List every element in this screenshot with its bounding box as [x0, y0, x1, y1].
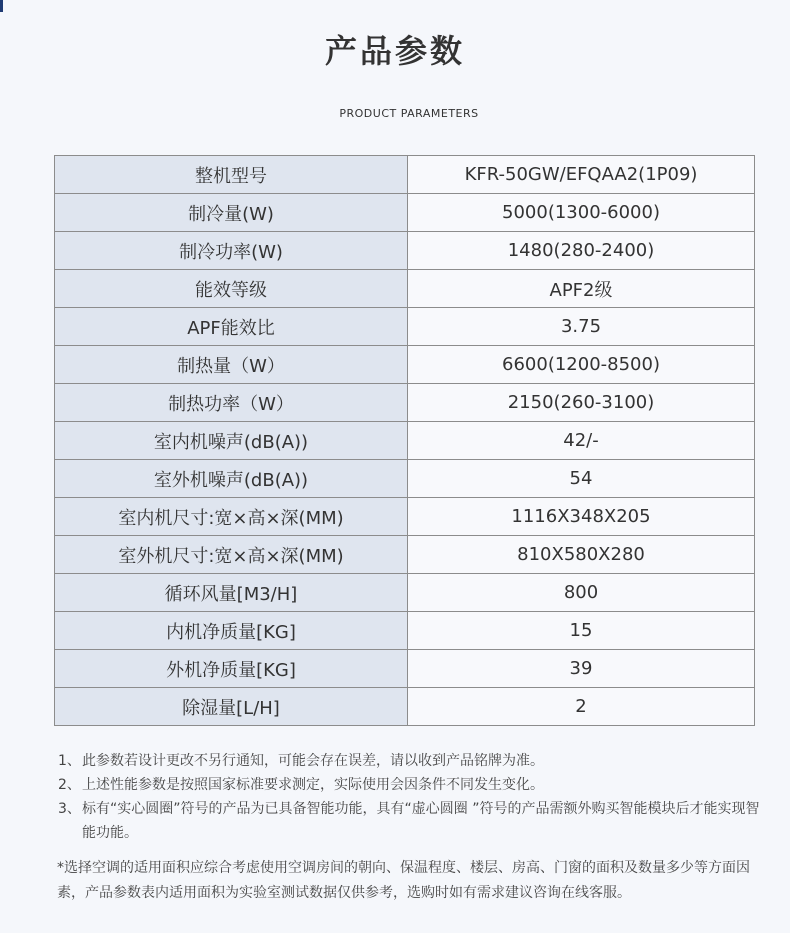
- table-row: [55, 308, 755, 346]
- parameter-value-cell: 54: [408, 460, 755, 498]
- parameter-label-cell: 室外机噪声(dB(A)): [55, 460, 408, 498]
- note-item: [58, 797, 768, 845]
- parameter-label-cell: 制冷量(W): [55, 194, 408, 232]
- notes-list: [58, 749, 768, 845]
- note-item: [58, 773, 768, 797]
- table-row: [55, 422, 755, 460]
- parameter-value-cell: 1480(280-2400): [408, 232, 755, 270]
- parameter-value-cell: 42/-: [408, 422, 755, 460]
- table-row: [55, 194, 755, 232]
- table-row: [55, 156, 755, 194]
- note-text: 此参数若设计更改不另行通知，可能会存在误差，请以收到产品铭牌为准。: [82, 753, 544, 769]
- parameter-value-cell: 810X580X280: [408, 536, 755, 574]
- note-number: 1、: [58, 753, 81, 769]
- parameter-label-cell: 内机净质量[KG]: [55, 612, 408, 650]
- table-row: [55, 574, 755, 612]
- parameter-value-cell: 39: [408, 650, 755, 688]
- parameters-table: [54, 155, 755, 726]
- table-row: [55, 688, 755, 726]
- parameter-label-cell: 循环风量[M3/H]: [55, 574, 408, 612]
- note-text: 上述性能参数是按照国家标准要求测定，实际使用会因条件不同发生变化。: [82, 777, 544, 793]
- parameter-value-cell: 2150(260-3100): [408, 384, 755, 422]
- parameter-value-cell: 1116X348X205: [408, 498, 755, 536]
- page-subtitle: PRODUCT PARAMETERS: [339, 107, 479, 120]
- note-number: 3、: [58, 801, 81, 817]
- table-row: [55, 498, 755, 536]
- table-row: [55, 460, 755, 498]
- parameter-label-cell: 室外机尺寸:宽×高×深(MM): [55, 536, 408, 574]
- note-text: 标有“实心圆圈”符号的产品为已具备智能功能，具有“虚心圆圈 ”符号的产品需额外购买智能模块后才能实现智能功能。: [82, 801, 760, 841]
- table-row: [55, 536, 755, 574]
- parameter-label-cell: 室内机噪声(dB(A)): [55, 422, 408, 460]
- parameter-label-cell: 整机型号: [55, 156, 408, 194]
- table-row: [55, 612, 755, 650]
- page-title: 产品参数: [324, 32, 465, 70]
- parameter-label-cell: 室内机尺寸:宽×高×深(MM): [55, 498, 408, 536]
- parameter-label-cell: 制冷功率(W): [55, 232, 408, 270]
- parameter-label-cell: 制热量（W）: [55, 346, 408, 384]
- parameter-value-cell: 3.75: [408, 308, 755, 346]
- parameter-label-cell: 能效等级: [55, 270, 408, 308]
- parameters-table-body: [55, 156, 755, 726]
- parameter-label-cell: 制热功率（W）: [55, 384, 408, 422]
- parameter-value-cell: 5000(1300-6000): [408, 194, 755, 232]
- table-row: [55, 346, 755, 384]
- table-row: [55, 270, 755, 308]
- parameter-label-cell: 外机净质量[KG]: [55, 650, 408, 688]
- parameter-value-cell: 800: [408, 574, 755, 612]
- table-row: [55, 650, 755, 688]
- note-item: [58, 749, 768, 773]
- table-row: [55, 384, 755, 422]
- note-number: 2、: [58, 777, 81, 793]
- parameter-value-cell: 15: [408, 612, 755, 650]
- table-row: [55, 232, 755, 270]
- disclaimer-text: *选择空调的适用面积应综合考虑使用空调房间的朝向、保温程度、楼层、房高、门窗的面积及数量多少等方面因素，产品参数表内适用面积为实验室测试数据仅供参考，选购时如有需求建议咨询在线客服。: [57, 860, 750, 901]
- parameter-value-cell: KFR-50GW/EFQAA2(1P09): [408, 156, 755, 194]
- corner-accent-mark: [0, 0, 3, 12]
- parameter-value-cell: 6600(1200-8500): [408, 346, 755, 384]
- parameter-value-cell: 2: [408, 688, 755, 726]
- parameter-label-cell: 除湿量[L/H]: [55, 688, 408, 726]
- parameter-label-cell: APF能效比: [55, 308, 408, 346]
- parameter-value-cell: APF2级: [408, 270, 755, 308]
